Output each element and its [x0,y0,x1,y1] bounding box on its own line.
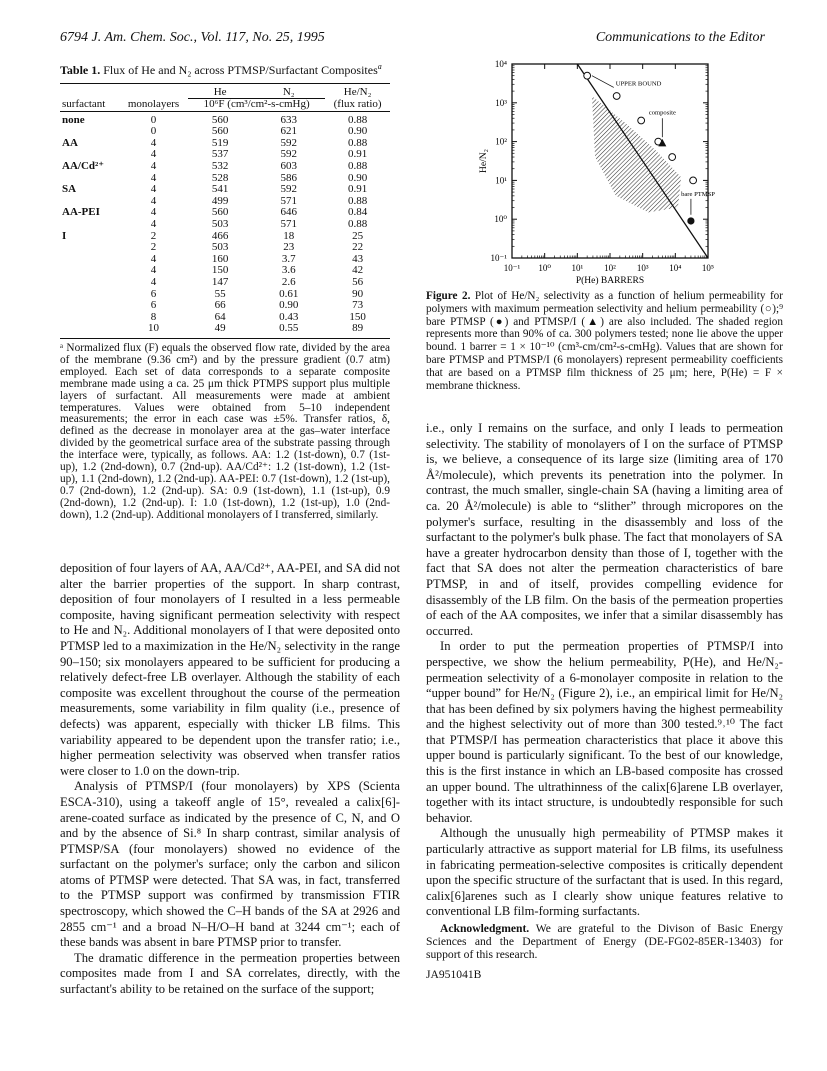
table-cell-surfactant: AA/Cd²⁺ [62,160,105,173]
table-cell-monolayers: 4 [150,276,157,288]
table-cell-he: 541 [211,183,229,196]
table-cell-he: 55 [214,287,226,300]
table-cell-monolayers: 4 [150,264,157,277]
table-cell-n2: 3.7 [281,252,296,265]
table-cell-he: 66 [214,299,226,312]
table-cell-monolayers: 6 [150,287,157,300]
table-cell-ratio: 0.90 [347,171,368,184]
table-cell-monolayers: 4 [150,148,157,161]
table-cell-surfactant [60,312,119,324]
table-cell-surfactant [60,289,119,301]
upper-bound-point [584,72,591,79]
y-tick-label: 10¹ [495,175,507,186]
table-cell-ratio: 0.88 [347,136,368,149]
table-cell-ratio: 150 [349,310,366,323]
table-title [60,60,390,78]
table-1 [60,60,390,522]
table-cell-he: 49 [214,322,226,335]
col-surfactant: surfactant [62,97,106,110]
upper-bound-line [577,64,708,258]
acknowledgment-text: We are grateful to the Divison of Basic Energy Sciences and the Department of Energy (DE-FG02-85ER-13403) for support of this research. [426,922,783,961]
table-cell-surfactant [60,277,119,289]
x-axis-label: P(He) BARRERS [575,276,645,286]
table-cell-he: 560 [211,113,229,126]
figure-2-caption [426,290,783,392]
table-cell-monolayers: 2 [150,241,157,254]
col-monolayers: monolayers [127,97,180,110]
y-tick-label: 10⁻¹ [490,253,507,263]
col-he: He [213,85,227,98]
table-title-text: Flux of He and N₂ across PTMSP/Surfactant Composites [103,63,378,77]
figure-2-caption-text: Plot of He/N₂ selectivity as a function of helium permeability for polymers with maximum permeation selectivity and helium permeability (○);⁹ bare PTMSP (●) and PTMSP/I (▲) are also included. The shaded region represents more than 90% of ca. 300 polymers tested; none lie above the upper bound. 1 barrer = 1 × 10⁻¹⁰ (cm³-cm/cm²-s-cmHg). Values that are shown for bare PTMSP and PTMSP/I (6 monolayers) represent permeability coefficients that are based on a PTMSP film thickness of 25 μm; here, P(He) = F × membrane thickness. [426,290,783,392]
table-cell-surfactant: AA [62,136,78,149]
table-cell-he: 503 [211,241,229,254]
y-tick-label: 10⁰ [494,214,507,225]
table-row [60,161,390,173]
table-cell-he: 532 [211,160,229,173]
table-cell-monolayers: 4 [150,183,157,196]
table-cell-ratio: 0.84 [347,206,368,219]
table-cell-ratio: 42 [352,264,364,277]
table-cell-n2: 646 [280,206,297,219]
table-cell-surfactant: AA-PEI [62,206,100,219]
table-cell-n2: 586 [280,171,297,184]
right-paragraph-2: In order to put the permeation properties of PTMSP/I into perspective, we show the helium permeability, P(He), and He/N₂-permeation selectivity of a 6-monolayer composite in relation to the “upper bound” for He/N₂ (Figure 2), i.e., an empirical limit for He/N₂ that has been defined by six polymers having the highest permeability and the highest selectivity out of more than 300 tested.⁹˒¹⁰ The fact that PTMSP/I has permeation characteristics that place it above this upper bound is particularly significant. To the best of our knowledge, this is the first instance in which an LB-based composite has crossed an upper bound. The ultrathinness of the calix[6]arene LB overlayer, together with its intact structure, is undoubtedly responsible for such behavior. [426,639,783,825]
right-column [426,421,783,983]
table-cell-n2: 23 [283,241,295,254]
composite-label: composite [648,109,676,117]
upper-bound-point [613,93,620,100]
table-cell-he: 466 [211,229,229,242]
table-cell-ratio: 0.88 [347,194,368,207]
table-cell-n2: 571 [280,218,297,231]
upper-bound-point [638,117,645,124]
table-cell-he: 64 [214,310,226,323]
table-cell-monolayers: 2 [150,229,157,242]
table-cell-n2: 571 [280,194,297,207]
table-cell-he: 160 [211,252,229,265]
table-cell-he: 560 [211,125,229,138]
x-tick-label: 10⁰ [538,263,551,273]
left-paragraph-3: The dramatic difference in the permeation properties between composites made from I and SA correlates, directly, with the surfactant's ability to be retained on the surface of the support; [60,950,400,997]
table-cell-n2: 0.61 [279,287,299,300]
table-cell-n2: 3.6 [281,264,296,277]
table-cell-n2: 0.90 [279,299,299,312]
table-cell-ratio: 0.90 [347,125,368,138]
x-tick-label: 10³ [636,263,649,273]
table-cell-surfactant [60,242,119,254]
x-tick-label: 10⁴ [669,263,682,273]
table-cell-monolayers: 0 [150,113,157,126]
col-ratio-sub: (flux ratio) [333,97,382,110]
table-cell-ratio: 0.91 [347,148,368,161]
table-cell-monolayers: 6 [150,299,157,312]
table-cell-monolayers: 4 [150,194,157,207]
table-cell-monolayers: 4 [150,171,157,184]
ja-code: JA951041B [426,968,482,981]
running-header-right: Communications to the Editor [595,30,765,45]
col-ratio: He/N₂ [343,85,372,98]
bare-ptmsp-point [687,217,694,224]
table-cell-he: 519 [211,136,229,149]
table-cell-ratio: 73 [352,299,364,312]
table-cell-n2: 592 [280,148,297,161]
table-cell-surfactant [60,300,119,312]
table-cell-monolayers: 4 [150,160,157,173]
y-tick-label: 10⁴ [494,59,507,69]
x-tick-label: 10⁵ [701,263,715,273]
table-cell-ratio: 0.91 [347,183,368,196]
table-cell-he: 528 [211,171,229,184]
figure-2-chart [478,56,778,291]
table-cell-n2: 621 [280,125,297,138]
table-cell-surfactant [60,265,119,277]
running-header-left: 6794 J. Am. Chem. Soc., Vol. 117, No. 25, 1995 [60,30,325,45]
upper-bound-label: UPPER BOUND [615,80,662,88]
table-cell-n2: 18 [283,229,295,242]
table-cell-he: 499 [211,194,229,207]
table-cell-surfactant: none [62,113,85,126]
table-cell-n2: 633 [280,113,297,126]
table-cell-ratio: 22 [352,241,364,254]
table-title-mark: a [377,62,382,71]
y-axis-label: He/N₂ [479,149,489,173]
y-tick-label: 10³ [495,97,507,108]
table-cell-monolayers: 4 [150,206,157,219]
x-tick-label: 10¹ [571,263,584,273]
table-cell-ratio: 56 [352,276,364,288]
table-row [60,277,390,289]
table-cell-ratio: 43 [352,252,364,265]
upper-bound-point [690,177,697,184]
table-cell-surfactant: I [62,229,67,242]
table-cell-monolayers: 0 [150,125,157,138]
table-cell-he: 560 [211,206,229,219]
table-cell-he: 503 [211,218,229,231]
table-cell-n2: 592 [280,183,297,196]
x-tick-label: 10² [604,263,616,273]
x-tick-label: 10⁻¹ [503,263,521,273]
y-tick-label: 10² [495,136,507,147]
table-title-label: Table 1. [60,63,101,77]
flux-table [60,83,390,339]
acknowledgment [426,922,783,961]
table-cell-monolayers: 8 [150,310,157,323]
table-cell-ratio: 0.88 [347,113,368,126]
left-column [60,561,400,998]
table-cell-n2: 2.6 [281,276,296,288]
table-footnote: ᵃ Normalized flux (F) equals the observed flow rate, divided by the area of the membrane (9.36 cm²) and by the pressure gradient (0.7 atm) employed. Each set of data corresponds to a separate composite membrane made using a ca. 25 μm thick PTMPS support plus multiple layers of surfactant. All measurements were made at ambient temperatures. Values were obtained from 5–10 independent measurements; the error in each case was ±5%. Transfer ratios, δ, defined as the decrease in monolayer area at the gas–water interface divided by the geometrical surface area of the substrate passing through the interface were, typically, as follows. AA: 1.2 (1st-down), 0.7 (1st-up), 1.2 (2nd-down), 0.7 (2nd-up). AA/Cd²⁺: 1.2 (1st-down), 1.2 (1st-up), 1.1 (2nd-down), 1.2 (2nd-up). AA-PEI: 0.7 (1st-down), 1.2 (1st-up), 0.7 (2nd-down), 1.2 (2nd-up). SA: 0.9 (1st-down), 1.1 (1st-up), 0.9 (2nd-down), 1.2 (2nd-up). I: 1.0 (1st-down), 1.2 (1st-up), 1.0 (2nd-down), 1.2 (2nd-up). Additional monolayers of I transferred, similarly. [60,341,390,521]
table-cell-n2: 603 [280,160,297,173]
table-cell-n2: 0.55 [279,322,299,335]
right-paragraph-3: Although the unusually high permeability of PTMSP makes it particularly attractive as support material for LB films, its usefulness in fabricating permeation-selective composites is critically dependent upon the specific structure of the surfactant that is used. In this regard, calix[6]arenes such as I clearly show unique features relative to conventional LB film-forming surfactants. [426,826,783,919]
table-cell-surfactant [60,254,119,266]
table-cell-surfactant [60,323,119,338]
table-cell-he: 150 [211,264,229,277]
col-flux-units: 10⁶F (cm³/cm²-s-cmHg) [188,99,325,112]
table-cell-ratio: 0.88 [347,218,368,231]
table-cell-surfactant: SA [62,183,77,196]
table-cell-he: 147 [211,276,229,288]
table-cell-ratio: 0.88 [347,160,368,173]
table-cell-ratio: 90 [352,287,364,300]
table-cell-he: 537 [211,148,229,161]
acknowledgment-label: Acknowledgment. [440,922,530,935]
left-paragraph-2: Analysis of PTMSP/I (four monolayers) by XPS (Scienta ESCA-310), using a takeoff angle of 15°, revealed a calix[6]-arene-coated surface as indicated by the presence of C, N, and O and by the absence of Si.⁸ In sharp contrast, similar analysis of PTMSP/SA (four monolayers) showed no evidence of the surfactant on the polymer's surface; only the carbon and silicon atoms of PTMSP were detected. That SA was, in fact, transferred to the PTMSP support was confirmed by transmission FTIR spectroscopy, which showed the C–H bands of the SA at 2926 and 2855 cm⁻¹ and a broad N–H/O–H band at 3244 cm⁻¹; each of these bands was absent in bare PTMSP prior to transfer. [60,779,400,950]
figure-2 [478,56,778,291]
figure-2-caption-label: Figure 2. [426,290,471,302]
table-cell-n2: 592 [280,136,297,149]
table-cell-n2: 0.43 [279,310,299,323]
table-cell-monolayers: 10 [148,322,160,335]
table-cell-monolayers: 4 [150,218,157,231]
table-cell-ratio: 89 [352,322,364,335]
right-paragraph-1: i.e., only I remains on the surface, and only I leads to permeation selectivity. The stability of monolayers of I on the surface of PTMSP is, we believe, a consequence of its large size (limiting area of 170 Å²/molecule), which prevents its penetration into the polymer. In contrast, the much smaller, single-chain SA (having a limiting area of ca. 20 Å²/molecule) is able to “slither” through micropores on the polymer's surface, resulting in the disassembly and loss of the surfactant to the polymer's bulk phase. The fact that monolayers of SA have a greater hydrocarbon density than those of I, together with the fact that SA does not alter the permeation characteristics of bare PTMSP, in and of itself, provides compelling evidence for disassembly of the LB film. On the basis of the permeation properties of each of the AA composites, we infer that a similar disassembly has occurred. [426,421,783,638]
col-n2: N₂ [282,85,295,98]
table-row [60,111,390,126]
table-row [60,323,390,338]
left-paragraph-1: deposition of four layers of AA, AA/Cd²⁺, AA-PEI, and SA did not alter the barrier properties of the support. In sharp contrast, deposition of four monolayers of I resulted in a less permeable composite, having significant permeation selectivity with respect to He and N₂. Additional monolayers of I that were deposited onto PTMSP led to a maximization in the He/N₂ selectivity in the range 90–150; six monolayers appeared to be sufficient for producing a relatively defect-free LB overlayer. Although the stability of each composite was excellent throughout the course of the permeation measurements, some variability in film quality (i.e., presence of defects) was apparent, especially with thicker LB films. This variability appeared to be dependent upon the transfer ratio; i.e., higher permeation selectivity was observed when transfer ratios were closer to 1.0 on the down-trip. [60,561,400,778]
upper-bound-leader [592,76,614,88]
table-row [60,219,390,231]
table-cell-monolayers: 4 [150,252,157,265]
bare-ptmsp-label: bare PTMSP [681,190,715,198]
table-cell-surfactant [60,219,119,231]
table-cell-ratio: 25 [352,229,364,242]
upper-bound-point [669,154,676,161]
table-cell-monolayers: 4 [150,136,157,149]
